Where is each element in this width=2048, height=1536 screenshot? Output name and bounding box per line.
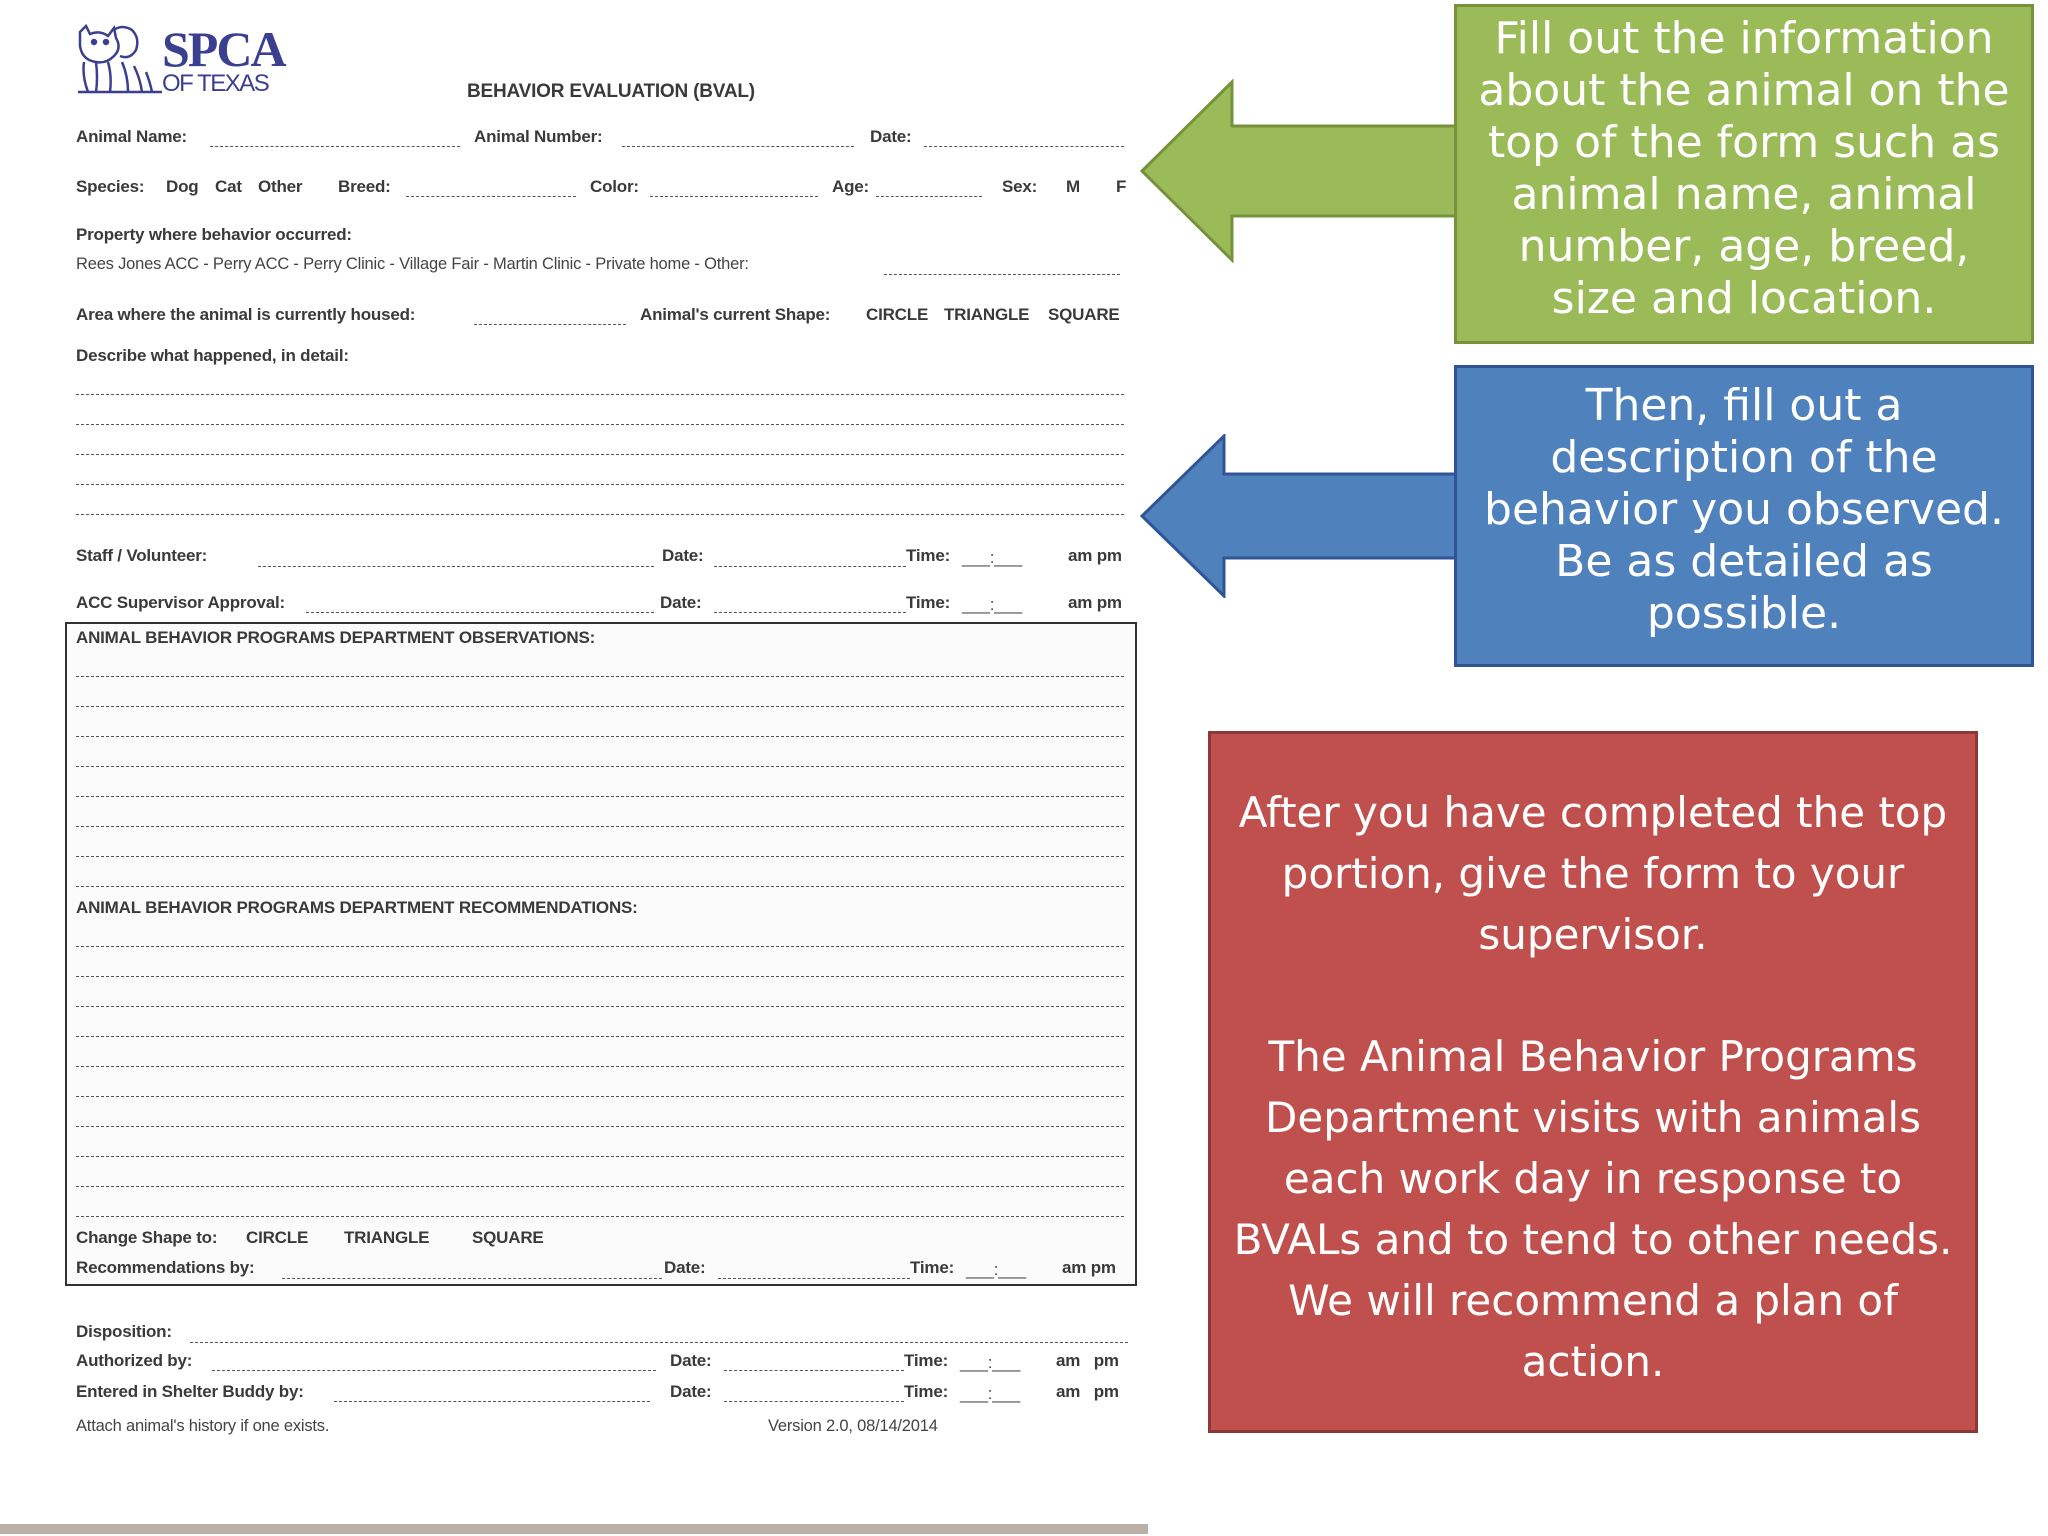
describe-line[interactable] <box>76 484 1124 485</box>
breed-field[interactable] <box>406 196 576 197</box>
describe-line[interactable] <box>76 394 1124 395</box>
blue-left-arrow-icon <box>1140 434 1460 598</box>
property-options: Rees Jones ACC - Perry ACC - Perry Clinic - Village Fair - Martin Clinic - Private home - Other: <box>76 255 749 273</box>
observation-line[interactable] <box>76 856 1124 857</box>
change-shape-circle[interactable]: CIRCLE <box>246 1228 309 1247</box>
staff-field[interactable] <box>258 566 654 567</box>
authorized-time-field[interactable]: ___:___ <box>960 1353 1021 1372</box>
change-shape-square[interactable]: SQUARE <box>472 1228 544 1247</box>
authorized-date-label: Date: <box>670 1351 712 1370</box>
observation-line[interactable] <box>76 706 1124 707</box>
observation-line[interactable] <box>76 766 1124 767</box>
spca-logo <box>74 20 284 100</box>
supervisor-date-field[interactable] <box>714 612 906 613</box>
entered-label: Entered in Shelter Buddy by: <box>76 1382 304 1401</box>
green-left-arrow-icon <box>1140 78 1460 264</box>
species-option-dog[interactable]: Dog <box>166 177 199 196</box>
staff-ampm[interactable]: am pm <box>1068 546 1122 565</box>
animal-name-label: Animal Name: <box>76 127 187 146</box>
sex-option-m[interactable]: M <box>1066 177 1080 196</box>
recommendations-date-label: Date: <box>664 1258 706 1277</box>
form-title: BEHAVIOR EVALUATION (BVAL) <box>467 81 755 102</box>
authorized-ampm[interactable]: am pm <box>1056 1351 1119 1370</box>
bottom-edge <box>0 1524 1148 1534</box>
staff-time-field[interactable]: ___:___ <box>962 548 1023 567</box>
animal-name-field[interactable] <box>210 146 460 147</box>
recommendations-by-label: Recommendations by: <box>76 1258 255 1277</box>
species-label: Species: <box>76 177 145 196</box>
shape-option-triangle[interactable]: TRIANGLE <box>944 305 1030 324</box>
recommendation-line[interactable] <box>76 1216 1124 1217</box>
supervisor-ampm[interactable]: am pm <box>1068 593 1122 612</box>
blue-callout-text: Then, fill out a description of the behavior you observed. Be as detailed as possible. <box>1484 380 2004 639</box>
recommendations-time-label: Time: <box>910 1258 955 1277</box>
age-field[interactable] <box>876 196 982 197</box>
supervisor-field[interactable] <box>306 612 654 613</box>
authorized-date-field[interactable] <box>724 1370 904 1371</box>
staff-time-label: Time: <box>906 546 951 565</box>
supervisor-time-field[interactable]: ___:___ <box>962 595 1023 614</box>
recommendation-line[interactable] <box>76 1186 1124 1187</box>
supervisor-label: ACC Supervisor Approval: <box>76 593 285 612</box>
species-option-other[interactable]: Other <box>258 177 303 196</box>
red-callout-box <box>1208 731 1978 1433</box>
entered-field[interactable] <box>334 1401 650 1402</box>
version-note: Version 2.0, 08/14/2014 <box>768 1417 938 1435</box>
recommendations-ampm[interactable]: am pm <box>1062 1258 1116 1277</box>
blue-callout-box <box>1454 365 2034 667</box>
red-callout-text-1: After you have completed the top portion, give the form to your supervisor. <box>1238 788 1948 959</box>
entered-ampm[interactable]: am pm <box>1056 1382 1119 1401</box>
observation-line[interactable] <box>76 826 1124 827</box>
describe-line[interactable] <box>76 454 1124 455</box>
housed-label: Area where the animal is currently housed: <box>76 305 416 324</box>
date-label: Date: <box>870 127 912 146</box>
entered-date-field[interactable] <box>724 1401 904 1402</box>
green-callout-text: Fill out the information about the animal on the top of the form such as animal name, animal number, age, breed, size and location. <box>1478 13 2010 324</box>
change-shape-label: Change Shape to: <box>76 1228 218 1247</box>
observations-label: ANIMAL BEHAVIOR PROGRAMS DEPARTMENT OBSERVATIONS: <box>76 628 596 647</box>
housed-field[interactable] <box>474 324 626 325</box>
recommendations-by-field[interactable] <box>282 1278 662 1279</box>
logo-main-text: SPCA <box>162 21 285 77</box>
red-callout-text-2: The Animal Behavior Programs Department visits with animals each work day in response to BVALs and to tend to other needs. We will recommend a plan of action. <box>1233 1032 1953 1386</box>
recommendations-date-field[interactable] <box>718 1278 910 1279</box>
shape-option-square[interactable]: SQUARE <box>1048 305 1120 324</box>
supervisor-time-label: Time: <box>906 593 951 612</box>
observation-line[interactable] <box>76 796 1124 797</box>
recommendation-line[interactable] <box>76 1096 1124 1097</box>
describe-line[interactable] <box>76 424 1124 425</box>
observation-line[interactable] <box>76 736 1124 737</box>
attach-note: Attach animal's history if one exists. <box>76 1417 330 1435</box>
property-other-field[interactable] <box>884 274 1120 275</box>
describe-label: Describe what happened, in detail: <box>76 346 349 365</box>
animal-number-label: Animal Number: <box>474 127 603 146</box>
animal-number-field[interactable] <box>622 146 854 147</box>
recommendation-line[interactable] <box>76 946 1124 947</box>
disposition-label: Disposition: <box>76 1322 172 1341</box>
sex-option-f[interactable]: F <box>1116 177 1127 196</box>
date-field[interactable] <box>924 146 1124 147</box>
color-label: Color: <box>590 177 639 196</box>
observation-line[interactable] <box>76 676 1124 677</box>
describe-line[interactable] <box>76 514 1124 515</box>
observation-line[interactable] <box>76 886 1124 887</box>
entered-time-label: Time: <box>904 1382 949 1401</box>
color-field[interactable] <box>650 196 818 197</box>
change-shape-triangle[interactable]: TRIANGLE <box>344 1228 430 1247</box>
authorized-field[interactable] <box>212 1370 656 1371</box>
entered-time-field[interactable]: ___:___ <box>960 1384 1021 1403</box>
staff-date-field[interactable] <box>714 566 906 567</box>
age-label: Age: <box>832 177 869 196</box>
breed-label: Breed: <box>338 177 391 196</box>
recommendation-line[interactable] <box>76 1006 1124 1007</box>
supervisor-date-label: Date: <box>660 593 702 612</box>
shape-option-circle[interactable]: CIRCLE <box>866 305 929 324</box>
recommendation-line[interactable] <box>76 1156 1124 1157</box>
recommendation-line[interactable] <box>76 1126 1124 1127</box>
entered-date-label: Date: <box>670 1382 712 1401</box>
authorized-time-label: Time: <box>904 1351 949 1370</box>
recommendations-time-field[interactable]: ___:___ <box>966 1260 1027 1279</box>
staff-label: Staff / Volunteer: <box>76 546 208 565</box>
species-option-cat[interactable]: Cat <box>215 177 242 196</box>
sex-label: Sex: <box>1002 177 1038 196</box>
green-callout-box <box>1454 4 2034 344</box>
recommendation-line[interactable] <box>76 1036 1124 1037</box>
logo-sub-text: OF TEXAS <box>162 70 269 97</box>
shape-label: Animal's current Shape: <box>640 305 831 324</box>
recommendation-line[interactable] <box>76 1066 1124 1067</box>
property-label: Property where behavior occurred: <box>76 225 352 244</box>
disposition-field[interactable] <box>190 1342 1128 1343</box>
authorized-label: Authorized by: <box>76 1351 193 1370</box>
staff-date-label: Date: <box>662 546 704 565</box>
recommendation-line[interactable] <box>76 976 1124 977</box>
animals-logo-icon <box>74 22 166 98</box>
recommendations-label: ANIMAL BEHAVIOR PROGRAMS DEPARTMENT RECOMMENDATIONS: <box>76 898 638 917</box>
